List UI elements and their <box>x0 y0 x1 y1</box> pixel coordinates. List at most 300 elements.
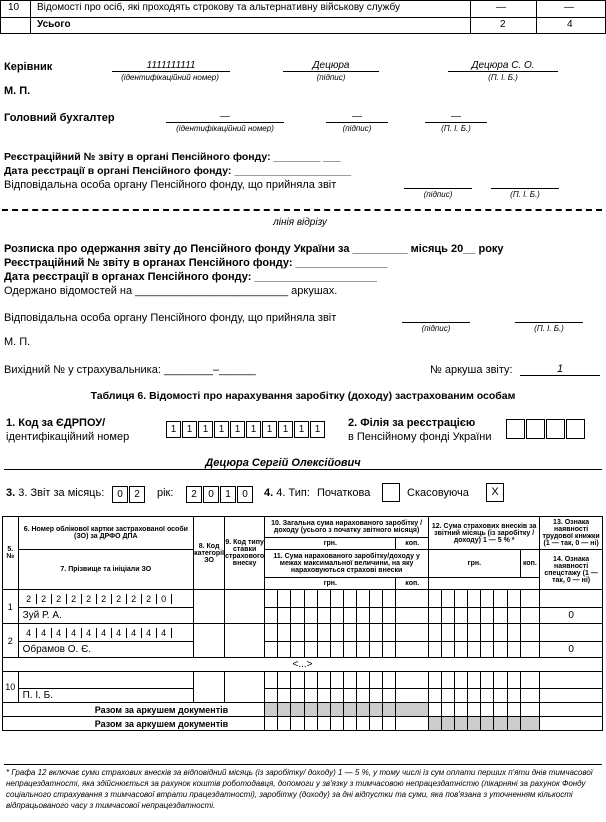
category-cell[interactable] <box>194 624 225 658</box>
amount-cell[interactable] <box>317 642 330 658</box>
amount-cell[interactable] <box>396 689 429 703</box>
col-header-rate: 9. Код типу ставки страхового внеску <box>225 517 265 590</box>
amount-cell[interactable] <box>291 642 304 658</box>
amount-cell[interactable] <box>455 590 468 608</box>
type-initial-label: Початкова <box>317 487 371 499</box>
amount-cell[interactable] <box>507 703 520 717</box>
total-value-1: 2 <box>500 19 506 30</box>
col-header-card-number: 6. Номер облікової картки застрахованої особи (ЗО) за ДРФО ДПА <box>18 517 194 550</box>
rate-cell[interactable] <box>225 624 265 658</box>
amount-cell[interactable] <box>383 689 396 703</box>
amount-cell[interactable] <box>520 672 540 689</box>
person-name: Зуй Р. А. <box>18 608 194 624</box>
amount-cell[interactable] <box>265 624 278 642</box>
amount-cell[interactable] <box>357 717 370 731</box>
workbook-flag[interactable] <box>540 590 603 608</box>
type-initial-checkbox[interactable] <box>382 483 400 502</box>
amount-cell[interactable] <box>317 590 330 608</box>
amount-cell[interactable] <box>429 717 442 731</box>
row-number: 10 <box>3 672 19 703</box>
month-value[interactable] <box>112 486 146 503</box>
amount-cell[interactable] <box>468 717 481 731</box>
amount-cell[interactable] <box>278 717 291 731</box>
registration-number: Реєстраційний № звіту в органі Пенсійного фонду: ________ ___ <box>4 151 341 163</box>
grn-header: грн. <box>265 578 396 590</box>
branch-code[interactable] <box>506 419 586 442</box>
sheet-number-value: 1 <box>520 363 600 376</box>
amount-cell[interactable] <box>370 642 383 658</box>
edrpou-digit[interactable]: 1 <box>294 421 309 438</box>
sum-blank <box>540 717 603 731</box>
amount-cell[interactable] <box>429 703 442 717</box>
card-digit: 4 <box>127 628 142 638</box>
amount-cell[interactable] <box>481 590 494 608</box>
amount-cell[interactable] <box>330 642 343 658</box>
amount-cell[interactable] <box>468 624 481 642</box>
cut-line <box>2 209 602 211</box>
special-service-flag[interactable]: 0 <box>540 608 603 624</box>
kop-header: коп. <box>520 550 540 578</box>
amount-cell[interactable] <box>442 642 455 658</box>
accountant-label: Головний бухгалтер <box>4 112 115 124</box>
amount-cell[interactable] <box>442 703 455 717</box>
amount-cell[interactable] <box>265 703 278 717</box>
top-row-number: 10 <box>8 2 20 13</box>
amount-cell[interactable] <box>291 672 304 689</box>
amount-cell[interactable] <box>304 689 317 703</box>
amount-cell[interactable] <box>357 703 370 717</box>
amount-cell[interactable] <box>442 608 455 624</box>
amount-cell[interactable] <box>442 624 455 642</box>
edrpou-label-2: ідентифікаційний номер <box>6 431 130 443</box>
amount-cell[interactable] <box>396 717 429 731</box>
amount-cell[interactable] <box>520 624 540 642</box>
col-header-limited-earnings: 11. Сума нарахованого заробітку/доходу у межах максимальної величини, на яку нараховуються страхові внески <box>265 550 429 578</box>
card-digit: 2 <box>142 594 157 604</box>
registration-date: Дата реєстрації в органі Пенсійного фонду: ____________________ <box>4 165 352 177</box>
amount-cell[interactable] <box>317 717 330 731</box>
amount-cell[interactable] <box>481 624 494 642</box>
amount-cell[interactable] <box>330 689 343 703</box>
amount-cell[interactable] <box>278 624 291 642</box>
amount-cell[interactable] <box>429 590 442 608</box>
category-cell[interactable] <box>194 672 225 703</box>
head-name-caption: (П. І. Б.) <box>488 73 518 82</box>
edrpou-digit[interactable]: 1 <box>278 421 293 438</box>
amount-cell[interactable] <box>442 717 455 731</box>
amount-cell[interactable] <box>481 717 494 731</box>
amount-cell[interactable] <box>455 642 468 658</box>
amount-cell[interactable] <box>396 608 429 624</box>
amount-cell[interactable] <box>317 703 330 717</box>
amount-cell[interactable] <box>494 689 507 703</box>
year-digit[interactable]: 1 <box>220 486 236 503</box>
amount-cell[interactable] <box>291 590 304 608</box>
amount-cell[interactable] <box>455 717 468 731</box>
kop-header: коп. <box>396 538 429 550</box>
edrpou-digit[interactable]: 1 <box>182 421 197 438</box>
amount-cell[interactable] <box>429 672 442 689</box>
amount-cell[interactable] <box>383 608 396 624</box>
amount-cell[interactable] <box>265 672 278 689</box>
amount-cell[interactable] <box>396 624 429 642</box>
year-digit[interactable]: 2 <box>186 486 202 503</box>
amount-cell[interactable] <box>468 590 481 608</box>
amount-cell[interactable] <box>481 703 494 717</box>
amount-cell[interactable] <box>455 672 468 689</box>
amount-cell[interactable] <box>278 590 291 608</box>
receipt-title: Розписка про одержання звіту до Пенсійного фонду України за _________ місяць 20__ року <box>4 243 504 255</box>
amount-cell[interactable] <box>343 703 356 717</box>
card-digit: 2 <box>67 594 82 604</box>
amount-cell[interactable] <box>265 717 278 731</box>
amount-cell[interactable] <box>429 608 442 624</box>
amount-cell[interactable] <box>507 608 520 624</box>
type-cancel-checkbox[interactable]: X <box>486 483 504 502</box>
sum-blank <box>540 703 603 717</box>
card-digit: 4 <box>157 628 172 638</box>
branch-label: 2. Філія за реєстрацією <box>348 417 476 429</box>
ellipsis-row: <...> <box>3 658 603 672</box>
amount-cell[interactable] <box>383 717 396 731</box>
amount-cell[interactable] <box>468 608 481 624</box>
branch-digit[interactable] <box>546 419 565 439</box>
card-number-cell[interactable] <box>18 590 194 608</box>
amount-cell[interactable] <box>370 624 383 642</box>
accountant-id-value: — <box>166 111 284 123</box>
head-name: Децюра С. О. <box>448 60 558 72</box>
special-service-flag[interactable]: 0 <box>540 642 603 658</box>
receipt-stamp: М. П. <box>4 336 31 348</box>
amount-cell[interactable] <box>520 608 540 624</box>
amount-cell[interactable] <box>304 590 317 608</box>
card-number-cell[interactable] <box>18 624 194 642</box>
amount-cell[interactable] <box>481 608 494 624</box>
grn-header: грн. <box>429 550 521 578</box>
head-id-value: 1111111111 <box>112 60 230 72</box>
card-digit: 4 <box>37 628 52 638</box>
amount-cell[interactable] <box>396 642 429 658</box>
amount-cell[interactable] <box>330 703 343 717</box>
card-digit: 0 <box>157 594 172 604</box>
employer-name: Децюра Сергій Олексійович <box>205 457 361 469</box>
amount-cell[interactable] <box>370 590 383 608</box>
amount-cell[interactable] <box>442 672 455 689</box>
stamp-label: М. П. <box>4 85 31 97</box>
card-digit: 2 <box>127 594 142 604</box>
amount-cell[interactable] <box>494 642 507 658</box>
card-digit: 2 <box>52 594 67 604</box>
accountant-signature: — <box>326 111 388 123</box>
edrpou-digit[interactable]: 1 <box>230 421 245 438</box>
card-digit: 4 <box>82 628 97 638</box>
amount-cell[interactable] <box>343 717 356 731</box>
amount-cell[interactable] <box>494 608 507 624</box>
person-name: П. І. Б. <box>18 689 194 703</box>
amount-cell[interactable] <box>520 717 540 731</box>
amount-cell[interactable] <box>494 703 507 717</box>
row-number: 2 <box>3 624 19 658</box>
registration-signature-caption: (підпис) <box>423 190 453 199</box>
amount-cell[interactable] <box>370 717 383 731</box>
amount-cell[interactable] <box>278 689 291 703</box>
grn-header: грн. <box>265 538 396 550</box>
workbook-flag[interactable] <box>540 624 603 642</box>
amount-cell[interactable] <box>481 642 494 658</box>
amount-cell[interactable] <box>442 590 455 608</box>
card-digit: 4 <box>112 628 127 638</box>
sum-label: Разом за аркушем документів <box>3 717 265 731</box>
receipt-reg-date: Дата реєстрації в органах Пенсійного фонду: ____________________ <box>4 271 377 283</box>
edrpou-digit[interactable]: 1 <box>166 421 181 438</box>
edrpou-code[interactable] <box>166 421 326 438</box>
amount-cell[interactable] <box>507 672 520 689</box>
amount-cell[interactable] <box>494 624 507 642</box>
amount-cell[interactable] <box>455 703 468 717</box>
amount-cell[interactable] <box>357 590 370 608</box>
accountant-name: — <box>425 111 487 123</box>
amount-cell[interactable] <box>330 717 343 731</box>
type-label: 4. 4. Тип: <box>264 487 310 499</box>
amount-cell[interactable] <box>507 717 520 731</box>
amount-cell[interactable] <box>330 624 343 642</box>
amount-cell[interactable] <box>370 689 383 703</box>
amount-cell[interactable] <box>265 608 278 624</box>
footnote: * Графа 12 включає суми страхових внесків за відповідний місяць (із заробітку/ доходу) 1 — 5 %, у тому числі із сум оплати перших п'яти днів тимчасової непрацездатності, яка здійснюється за рахунок коштів роботодавця, допомоги у зв'язку з тимчасовою непрацездатністю (лікарняні за рахунок Фонду соціального страхування з тимчасової втрати працездатності), заробітку (доходу) за дні відпустки та суми, яка пов'язана з уточненням кількості відпрацьованого часу з тимчасової непрацездатності. <box>6 768 593 810</box>
amount-cell[interactable] <box>330 672 343 689</box>
edrpou-label: 1. Код за ЄДРПОУ/ <box>6 417 106 429</box>
month-digit[interactable]: 2 <box>129 486 145 503</box>
card-digit: 2 <box>97 594 112 604</box>
amount-cell[interactable] <box>383 624 396 642</box>
card-digit: 4 <box>97 628 112 638</box>
amount-cell[interactable] <box>468 689 481 703</box>
amount-cell[interactable] <box>429 689 442 703</box>
amount-cell[interactable] <box>370 672 383 689</box>
top-row-value-2: — <box>564 2 574 13</box>
amount-cell[interactable] <box>507 590 520 608</box>
branch-digit[interactable] <box>506 419 525 439</box>
amount-cell[interactable] <box>494 590 507 608</box>
edrpou-digit[interactable]: 1 <box>198 421 213 438</box>
year-value[interactable] <box>186 486 254 503</box>
head-label: Керівник <box>4 61 53 73</box>
col-header-total-earnings: 10. Загальна сума нарахованого заробітку / доходу (усього з початку звітного місяця) <box>265 517 429 538</box>
receipt-responsible: Відповідальна особа органу Пенсійного фонду, що прийняла звіт <box>4 312 337 324</box>
amount-cell[interactable] <box>317 624 330 642</box>
category-cell[interactable] <box>194 590 225 624</box>
receipt-name-caption: (П. І. Б.) <box>534 324 564 333</box>
amount-cell[interactable] <box>317 689 330 703</box>
head-signature: Децюра <box>283 60 379 72</box>
amount-cell[interactable] <box>468 703 481 717</box>
total-value-2: 4 <box>567 19 573 30</box>
amount-cell[interactable] <box>468 672 481 689</box>
outgoing-number: Вихідний № у страхувальника: ________–______ <box>4 364 256 376</box>
table-row <box>3 689 603 703</box>
amount-cell[interactable] <box>520 703 540 717</box>
amount-cell[interactable] <box>291 608 304 624</box>
top-row-value-1: — <box>496 2 506 13</box>
special-service-flag[interactable] <box>540 689 603 703</box>
sheet-number-label: № аркуша звіту: <box>430 364 513 376</box>
amount-cell[interactable] <box>265 642 278 658</box>
amount-cell[interactable] <box>455 624 468 642</box>
month-digit[interactable]: 0 <box>112 486 128 503</box>
card-digit: 2 <box>37 594 52 604</box>
amount-cell[interactable] <box>278 703 291 717</box>
amount-cell[interactable] <box>383 672 396 689</box>
row-number: 1 <box>3 590 19 624</box>
sum-label: Разом за аркушем документів <box>3 703 265 717</box>
amount-cell[interactable] <box>278 672 291 689</box>
amount-cell[interactable] <box>455 689 468 703</box>
amount-cell[interactable] <box>481 689 494 703</box>
amount-cell[interactable] <box>291 689 304 703</box>
edrpou-digit[interactable]: 1 <box>214 421 229 438</box>
amount-cell[interactable] <box>304 672 317 689</box>
earnings-table <box>2 516 603 731</box>
year-label: рік: <box>157 487 174 499</box>
amount-cell[interactable] <box>507 689 520 703</box>
amount-cell[interactable] <box>343 624 356 642</box>
amount-cell[interactable] <box>304 608 317 624</box>
table-row <box>3 642 603 658</box>
top-summary-table <box>0 0 606 34</box>
amount-cell[interactable] <box>396 672 429 689</box>
amount-cell[interactable] <box>304 624 317 642</box>
amount-cell[interactable] <box>278 608 291 624</box>
amount-cell[interactable] <box>304 703 317 717</box>
col-header-number: 5. № <box>3 517 19 590</box>
cut-line-label: лінія відрізу <box>273 217 327 228</box>
registration-responsible: Відповідальна особа органу Пенсійного фонду, що прийняла звіт <box>4 179 337 191</box>
head-id-caption: (ідентифікаційний номер) <box>121 73 219 82</box>
amount-cell[interactable] <box>265 590 278 608</box>
amount-cell[interactable] <box>330 590 343 608</box>
year-digit[interactable]: 0 <box>237 486 253 503</box>
person-name: Обрамов О. Є. <box>18 642 194 658</box>
amount-cell[interactable] <box>304 642 317 658</box>
receipt-signature-caption: (підпис) <box>421 324 451 333</box>
kop-header: коп. <box>396 578 429 590</box>
type-cancel-label: Скасовуюча <box>407 487 469 499</box>
amount-cell[interactable] <box>494 717 507 731</box>
amount-cell[interactable] <box>520 689 540 703</box>
amount-cell[interactable] <box>357 608 370 624</box>
amount-cell[interactable] <box>507 642 520 658</box>
amount-cell[interactable] <box>429 624 442 642</box>
rate-cell[interactable] <box>225 590 265 624</box>
month-label: 3. 3. Звіт за місяць: <box>6 487 105 499</box>
amount-cell[interactable] <box>317 672 330 689</box>
amount-cell[interactable] <box>429 642 442 658</box>
top-row-label: Відомості про осіб, які проходять строкову та альтернативну військову службу <box>37 2 400 13</box>
amount-cell[interactable] <box>343 608 356 624</box>
amount-cell[interactable] <box>343 642 356 658</box>
table6-title: Таблиця 6. Відомості про нарахування заробітку (доходу) застрахованим особам <box>90 390 516 402</box>
amount-cell[interactable] <box>343 689 356 703</box>
table-row <box>3 608 603 624</box>
amount-cell[interactable] <box>357 672 370 689</box>
col-header-contributions: 12. Сума страхових внесків за звітний місяць (із заробітку / доходу) 1 — 5 % * <box>429 517 540 550</box>
branch-digit[interactable] <box>526 419 545 439</box>
amount-cell[interactable] <box>357 689 370 703</box>
col-header-name: 7. Прізвище та ініціали ЗО <box>18 550 194 590</box>
amount-cell[interactable] <box>291 703 304 717</box>
year-digit[interactable]: 0 <box>203 486 219 503</box>
workbook-flag[interactable] <box>540 672 603 689</box>
amount-cell[interactable] <box>468 642 481 658</box>
accountant-name-caption: (П. І. Б.) <box>441 124 471 133</box>
amount-cell[interactable] <box>343 672 356 689</box>
amount-cell[interactable] <box>343 590 356 608</box>
registration-name-caption: (П. І. Б.) <box>510 190 540 199</box>
amount-cell[interactable] <box>265 689 278 703</box>
card-number-cell[interactable] <box>18 672 194 689</box>
amount-cell[interactable] <box>507 624 520 642</box>
sum-row <box>3 717 603 731</box>
amount-cell[interactable] <box>396 590 429 608</box>
amount-cell[interactable] <box>442 689 455 703</box>
card-digit: 4 <box>22 628 37 638</box>
col-header-workbook: 13. Ознака наявності трудової книжки (1 — так, 0 — ні) <box>540 517 603 550</box>
amount-cell[interactable] <box>370 703 383 717</box>
amount-cell[interactable] <box>330 608 343 624</box>
amount-cell[interactable] <box>370 608 383 624</box>
table-row <box>3 624 603 642</box>
col-header-special-service: 14. Ознака наявності спецстажу (1 — так, 0 — ні) <box>540 550 603 590</box>
amount-cell[interactable] <box>357 642 370 658</box>
amount-cell[interactable] <box>383 590 396 608</box>
edrpou-digit[interactable]: 1 <box>310 421 325 438</box>
card-digit: 2 <box>82 594 97 604</box>
rate-cell[interactable] <box>225 672 265 703</box>
col-header-category: 8. Код категорії ЗО <box>194 517 225 590</box>
head-signature-caption: (підпис) <box>316 73 346 82</box>
sum-row <box>3 703 603 717</box>
total-label: Усього <box>37 19 71 30</box>
amount-cell[interactable] <box>357 624 370 642</box>
amount-cell[interactable] <box>317 608 330 624</box>
branch-label-2: в Пенсійному фонді України <box>348 431 492 443</box>
amount-cell[interactable] <box>291 624 304 642</box>
amount-cell[interactable] <box>396 703 429 717</box>
branch-digit[interactable] <box>566 419 585 439</box>
card-digit: 2 <box>22 594 37 604</box>
accountant-id-caption: (ідентифікаційний номер) <box>176 124 274 133</box>
amount-cell[interactable] <box>383 703 396 717</box>
amount-cell[interactable] <box>494 672 507 689</box>
amount-cell[interactable] <box>383 642 396 658</box>
accountant-signature-caption: (підпис) <box>342 124 372 133</box>
receipt-sheets: Одержано відомостей на _________________________ аркушах. <box>4 285 338 297</box>
amount-cell[interactable] <box>520 590 540 608</box>
amount-cell[interactable] <box>520 642 540 658</box>
amount-cell[interactable] <box>455 608 468 624</box>
amount-cell[interactable] <box>481 672 494 689</box>
table-row <box>3 672 603 689</box>
edrpou-digit[interactable]: 1 <box>262 421 277 438</box>
edrpou-digit[interactable]: 1 <box>246 421 261 438</box>
amount-cell[interactable] <box>291 717 304 731</box>
card-digit: 4 <box>142 628 157 638</box>
card-digit: 4 <box>52 628 67 638</box>
amount-cell[interactable] <box>304 717 317 731</box>
card-digit: 2 <box>112 594 127 604</box>
card-digit: 4 <box>67 628 82 638</box>
amount-cell[interactable] <box>278 642 291 658</box>
